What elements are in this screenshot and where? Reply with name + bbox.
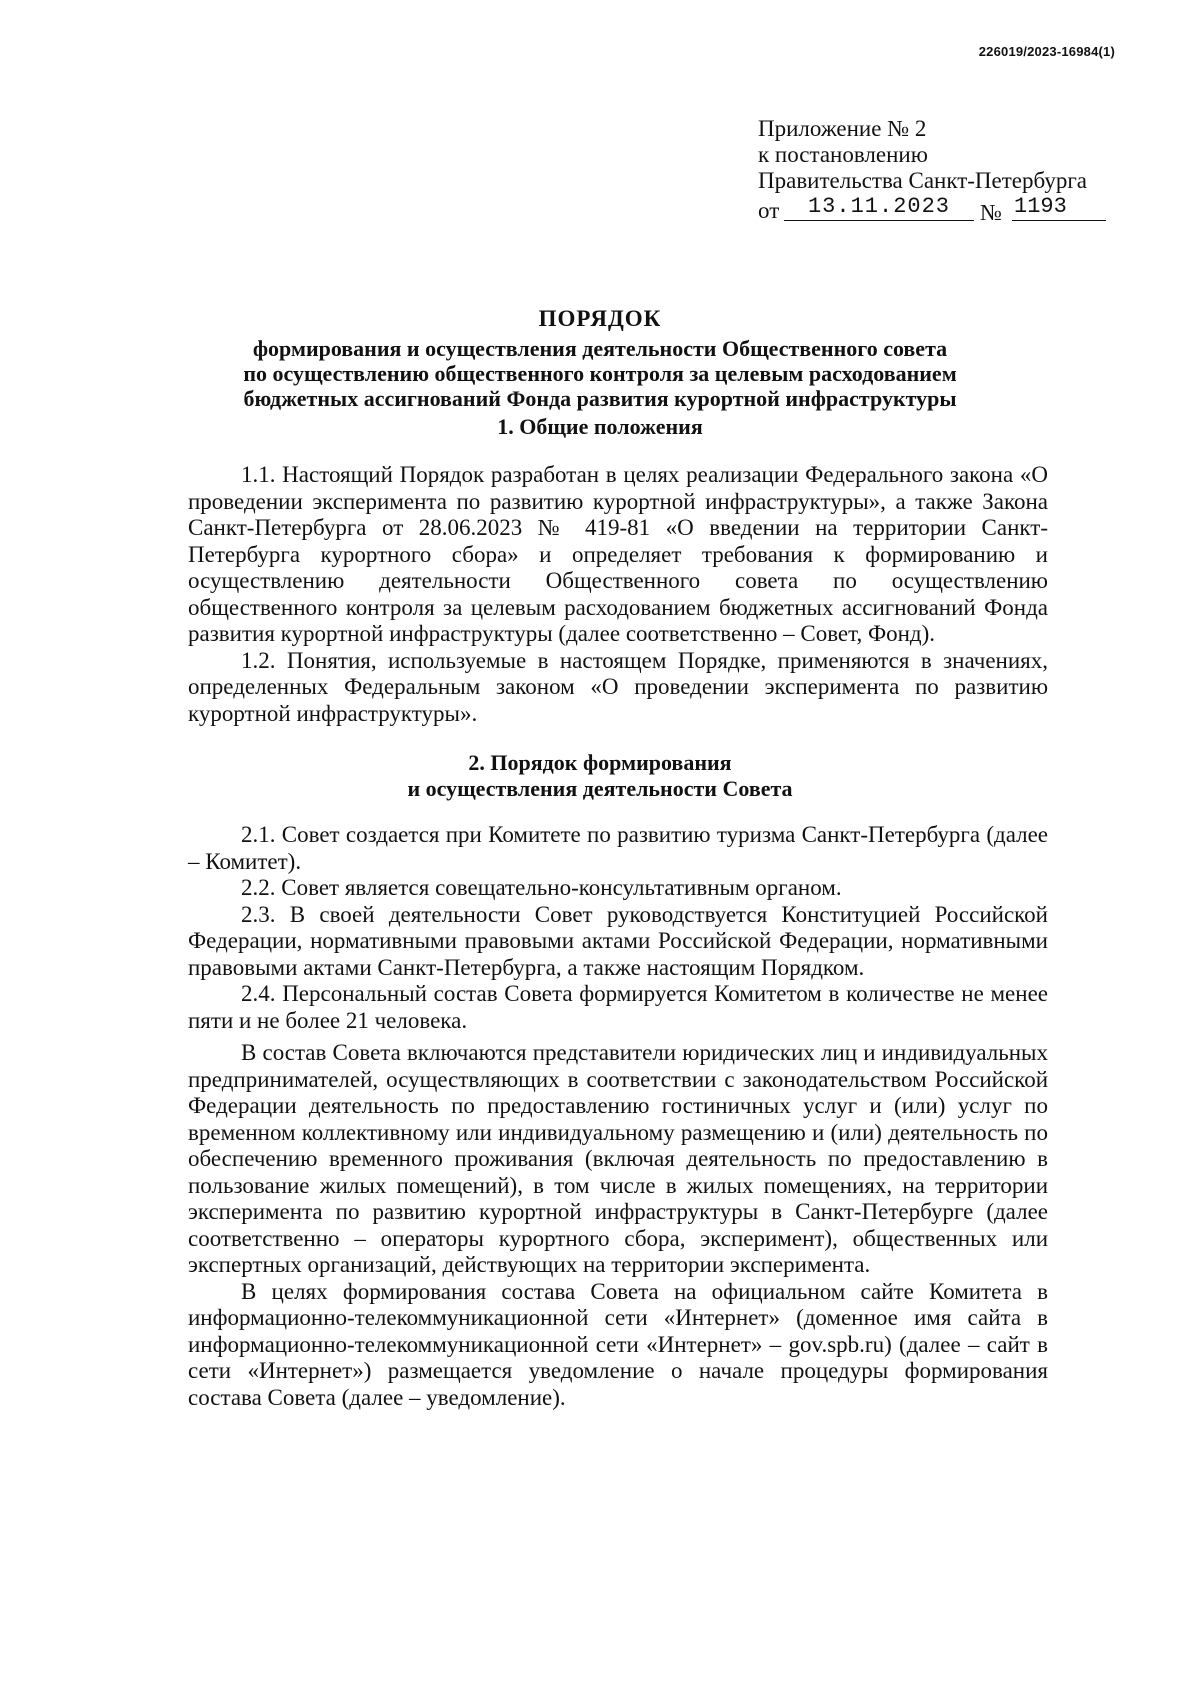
document-subtitle-line-1: формирования и осуществления деятельности Общественного совета bbox=[252, 336, 948, 361]
document-title-block bbox=[180, 306, 1020, 411]
paragraph-2-4-composition: В состав Совета включаются представители юридических лиц и индивидуальных предпринимателей, осуществляющих в соответствии с законодательством Российской Федерации деятельность по предоставлению гостиничных услуг и (или) услуг по временном коллективному или индивидуальному размещению и (или) деятельность по обеспечению временного проживания (включая деятельность по предоставлению в пользование жилых помещений), в том числе в жилых помещениях, на территории эксперимента по развитию курортной инфраструктуры в Санкт-Петербурге (далее соответственно – операторы курортного сбора, эксперимент), общественных или экспертных организаций, действующих на территории эксперимента. bbox=[188, 1040, 1048, 1277]
attachment-block bbox=[758, 116, 1087, 224]
decree-number: 1193 bbox=[1012, 194, 1106, 221]
decree-date: 13.11.2023 bbox=[784, 194, 974, 221]
registry-number: 226019/2023-16984(1) bbox=[978, 44, 1115, 59]
document-subtitle-line-3: бюджетных ассигнований Фонда развития курортной инфраструктуры bbox=[243, 386, 957, 411]
document-title: ПОРЯДОК bbox=[538, 306, 662, 331]
paragraph-2-3: 2.3. В своей деятельности Совет руководствуется Конституцией Российской Федерации, нормативными правовыми актами Российской Федерации, нормативными правовыми актами Санкт-Петербурга, а также настоящим Порядком. bbox=[188, 901, 1048, 980]
section-1-heading: 1. Общие положения bbox=[497, 414, 703, 439]
section-1-body bbox=[188, 462, 1048, 727]
attachment-number: Приложение № 2 bbox=[758, 116, 927, 141]
attachment-issuer: Правительства Санкт-Петербурга bbox=[758, 168, 1087, 193]
section-2-heading bbox=[180, 750, 1020, 802]
paragraph-1-2: 1.2. Понятия, используемые в настоящем Порядке, применяются в значениях, определенных Федеральным законом «О проведении эксперимента по развитию курортной инфраструктуры». bbox=[188, 647, 1048, 726]
section-2-body bbox=[188, 822, 1048, 1411]
date-prefix: от bbox=[758, 198, 780, 223]
document-subtitle-line-2: по осуществлению общественного контроля за целевым расходованием bbox=[243, 361, 957, 386]
attachment-ref: к постановлению bbox=[758, 142, 928, 167]
decree-date-line bbox=[758, 194, 1087, 224]
number-prefix: № bbox=[980, 200, 1002, 225]
section-2-heading-line-1: 2. Порядок формирования bbox=[468, 750, 732, 775]
paragraph-2-2: 2.2. Совет является совещательно-консультативным органом. bbox=[241, 875, 842, 900]
paragraph-2-4: 2.4. Персональный состав Совета формируется Комитетом в количестве не менее пяти и не более 21 человека. bbox=[188, 981, 1048, 1033]
paragraph-2-4-notice: В целях формирования состава Совета на официальном сайте Комитета в информационно-телекоммуникационной сети «Интернет» (доменное имя сайта в информационно-телекоммуникационной сети «Интернет» – gov.spb.ru) (далее – сайт в сети «Интернет») размещается уведомление о начале процедуры формирования состава Совета (далее – уведомление). bbox=[188, 1278, 1048, 1410]
paragraph-2-1: 2.1. Совет создается при Комитете по развитию туризма Санкт-Петербурга (далее – Комитет). bbox=[188, 822, 1048, 874]
paragraph-1-1: 1.1. Настоящий Порядок разработан в целях реализации Федерального закона «О проведении эксперимента по развитию курортной инфраструктуры», а также Закона Санкт-Петербурга от 28.06.2023 № 419-81 «О введении на территории Санкт-Петербурга курортного сбора» и определяет требования к формированию и осуществлению деятельности Общественного совета по осуществлению общественного контроля за целевым расходованием бюджетных ассигнований Фонда развития курортной инфраструктуры (далее соответственно – Совет, Фонд). bbox=[188, 462, 1048, 646]
section-2-heading-line-2: и осуществления деятельности Совета bbox=[407, 776, 793, 801]
